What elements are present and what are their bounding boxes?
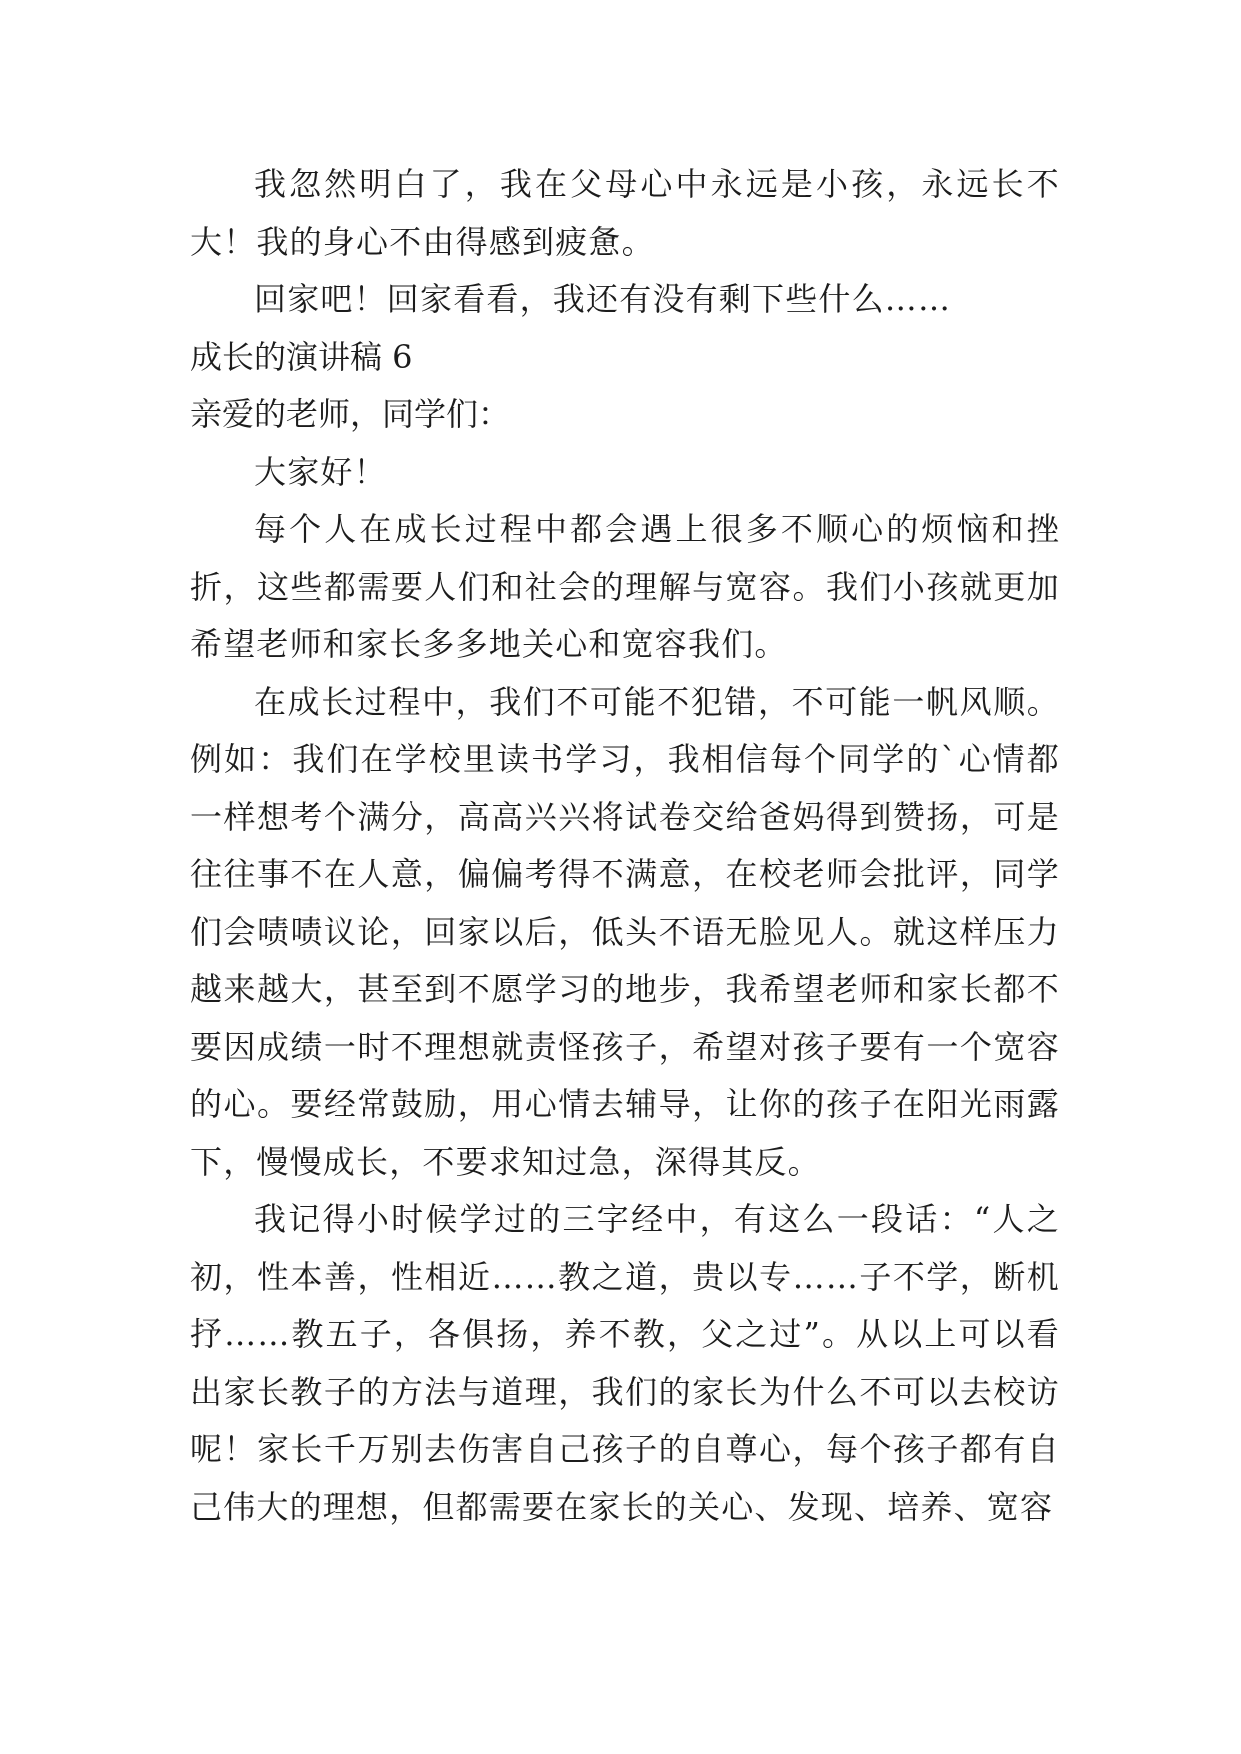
paragraph: 在成长过程中，我们不可能不犯错，不可能一帆风顺。例如：我们在学校里读书学习，我相信每个同学的`心情都一样想考个满分，高高兴兴将试卷交给爸妈得到赞扬，可是往往事不在人意，偏偏考得不满意，在校老师会批评，同学们会啧啧议论，回家以后，低头不语无脸见人。就这样压力越来越大，甚至到不愿学习的地步，我希望老师和家长都不要因成绩一时不理想就责怪孩子，希望对孩子要有一个宽容的心。要经常鼓励，用心情去辅导，让你的孩子在阳光雨露下，慢慢成长，不要求知过急，深得其反。: [190, 682, 1060, 1181]
paragraph: 我忽然明白了，我在父母心中永远是小孩，永远长不大！我的身心不由得感到疲惫。: [190, 165, 1060, 261]
paragraph: 回家吧！回家看看，我还有没有剩下些什么……: [254, 280, 952, 318]
paragraph: 每个人在成长过程中都会遇上很多不顺心的烦恼和挫折，这些都需要人们和社会的理解与宽容。我们小孩就更加希望老师和家长多多地关心和宽容我们。: [190, 510, 1060, 663]
document-text: [190, 156, 1060, 1536]
paragraph: 我记得小时候学过的三字经中，有这么一段话：“人之初，性本善，性相近……教之道，贵以专……子不学，断机抒……教五子，各俱扬，养不教，父之过”。从以上可以看出家长教子的方法与道理，我们的家长为什么不可以去校访呢！家长千万别去伤害自己孩子的自尊心，每个孩子都有自己伟大的理想，但都需要在家长的关心、发现、培养、宽容: [190, 1200, 1060, 1526]
salutation: 亲爱的老师，同学们：: [190, 395, 511, 433]
greeting: 大家好！: [254, 452, 387, 491]
section-title: 成长的演讲稿 6: [190, 337, 413, 376]
